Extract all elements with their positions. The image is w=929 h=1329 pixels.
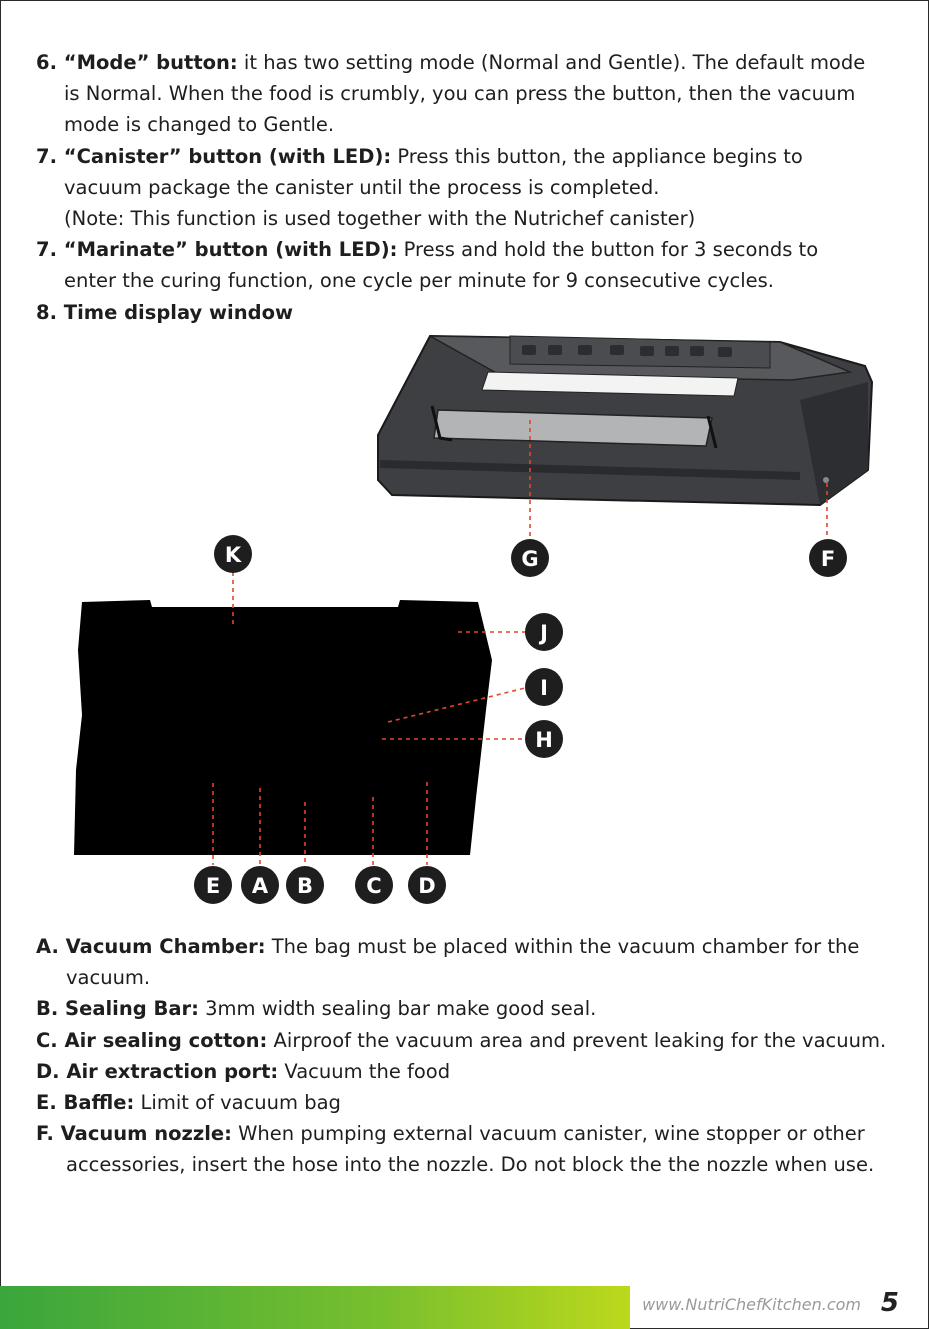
callout-h	[525, 720, 563, 758]
canister-button-item: 7. “Canister” button (with LED): Press this button, the appliance begins to vacuum package the canister until the process is completed. (Note: This function is used together with the Nutrichef canister)	[36, 144, 803, 231]
callout-a	[241, 866, 279, 904]
appliance-diagram	[0, 320, 929, 910]
callout-b	[286, 866, 324, 904]
mode-button-item: 6. “Mode” button: it has two setting mode (Normal and Gentle). The default mode is Normal. When the food is crumbly, you can press the button, then the vacuum mode is changed to Gentle.	[36, 51, 866, 137]
svg-text:E: E	[205, 874, 221, 898]
callout-i	[525, 668, 563, 706]
svg-text:D: D	[418, 874, 436, 898]
note-label: Note:	[71, 207, 125, 231]
button-descriptions	[36, 47, 876, 328]
callout-k	[214, 535, 252, 573]
callout-e	[194, 866, 232, 904]
time-display-item: 8. Time display window	[36, 300, 293, 324]
callout-f	[809, 539, 847, 577]
callout-g	[511, 539, 549, 577]
svg-text:G: G	[521, 547, 539, 571]
part-f-item: F. Vacuum nozzle: When pumping external vacuum canister, wine stopper or other accessories, insert the hose into the nozzle. Do not block the the nozzle when use.	[36, 1122, 875, 1177]
marinate-button-item: 7. “Marinate” button (with LED): Press and hold the button for 3 seconds to enter the curing function, one cycle per minute for 9 consecutive cycles.	[36, 238, 819, 293]
svg-text:I: I	[540, 676, 548, 700]
vacuum-sealer-open-image	[74, 600, 492, 855]
callout-d	[408, 866, 446, 904]
page-number: 5	[880, 1288, 899, 1318]
part-b-item: B. Sealing Bar: 3mm width sealing bar make good seal.	[36, 997, 597, 1021]
part-e-item: E. Baffle: Limit of vacuum bag	[36, 1091, 341, 1115]
svg-text:J: J	[540, 621, 548, 645]
callout-j	[525, 613, 563, 651]
svg-text:C: C	[366, 874, 382, 898]
svg-text:F: F	[820, 547, 836, 571]
svg-text:A: A	[251, 874, 269, 898]
footer-accent-bar	[0, 1286, 630, 1329]
callout-c	[355, 866, 393, 904]
part-d-item: D. Air extraction port: Vacuum the food	[36, 1059, 451, 1083]
part-c-item: C. Air sealing cotton: Airproof the vacuum area and prevent leaking for the vacuum.	[36, 1028, 887, 1052]
svg-text:H: H	[535, 728, 553, 752]
part-a-item: A. Vacuum Chamber: The bag must be placed within the vacuum chamber for the vacuum.	[36, 935, 860, 990]
footer-website: www.NutriChefKitchen.com	[642, 1295, 861, 1314]
vacuum-sealer-closed-image	[378, 336, 872, 505]
svg-text:B: B	[296, 874, 314, 898]
svg-text:K: K	[224, 543, 242, 567]
parts-descriptions	[36, 931, 896, 1181]
